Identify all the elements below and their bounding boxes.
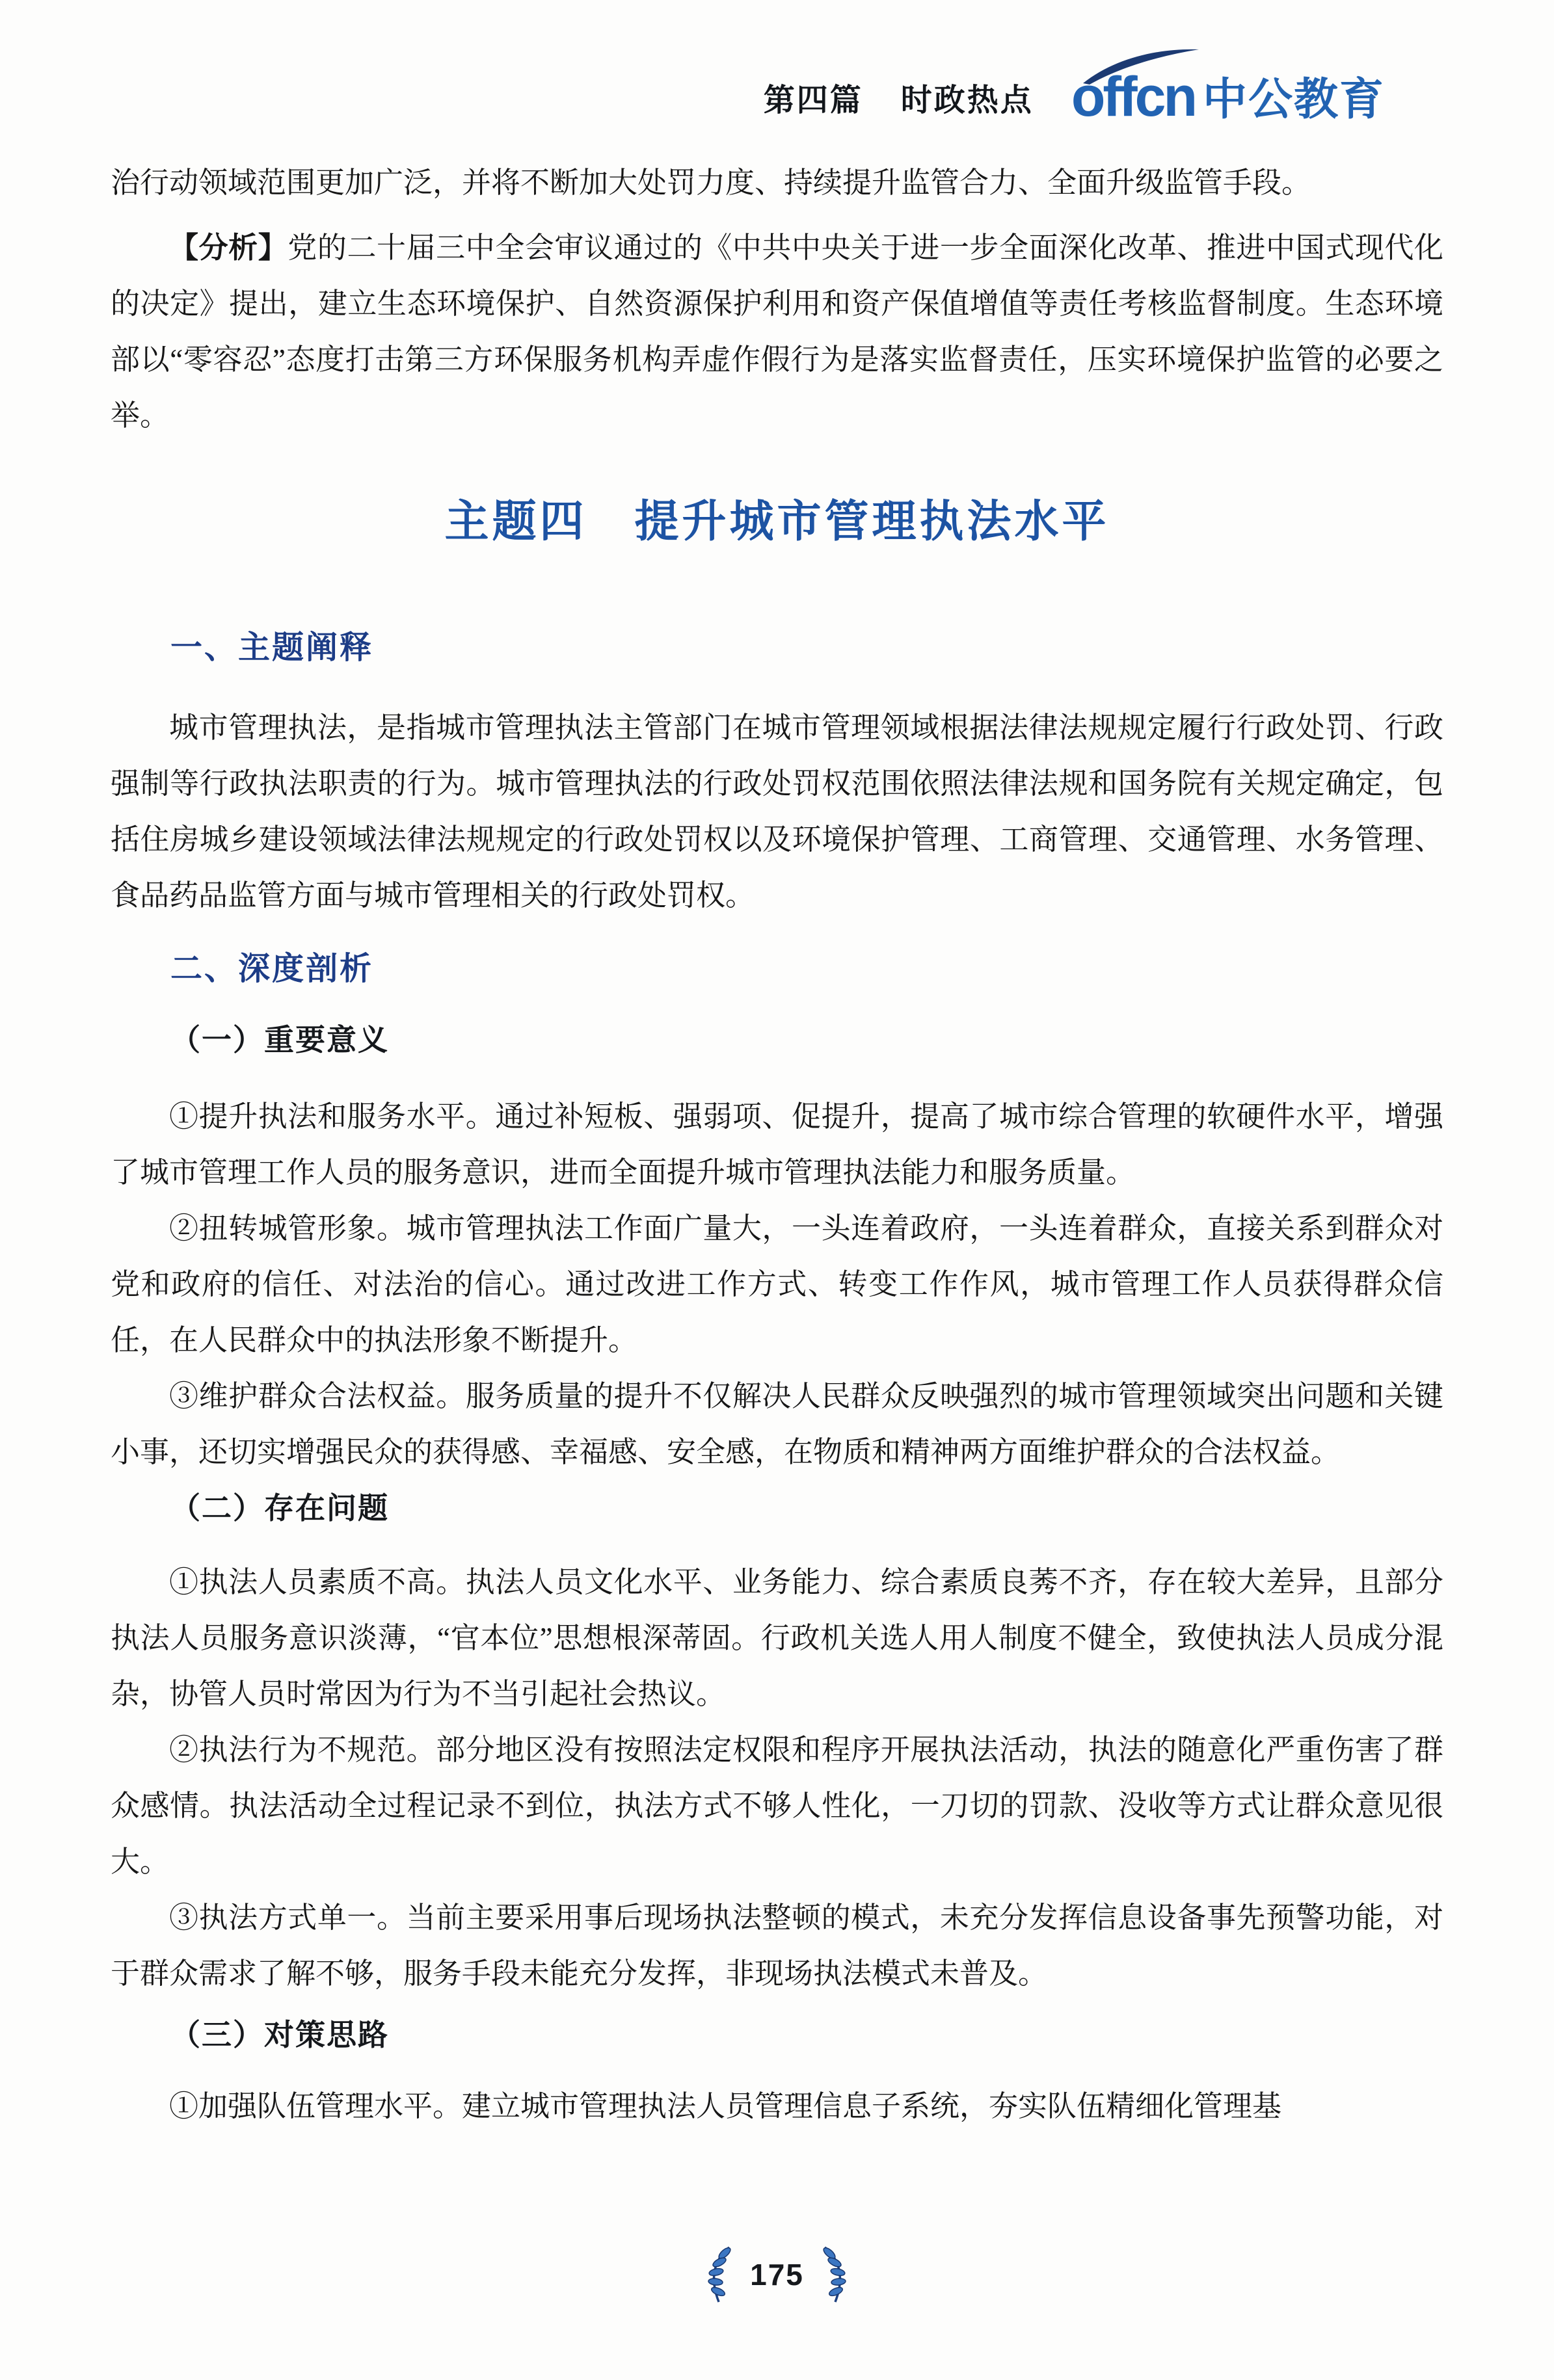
body-paragraph: ③维护群众合法权益。服务质量的提升不仅解决人民群众反映强烈的城市管理领域突出问题和关键小事，还切实增强民众的获得感、幸福感、安全感，在物质和精神两方面维护群众的合法权益。 (111, 1380, 1443, 1468)
body-paragraph: ②扭转城管形象。城市管理执法工作面广量大，一头连着政府，一头连着群众，直接关系到群众对党和政府的信任、对法治的信心。通过改进工作方式、转变工作作风，城市管理工作人员获得群众信任，在人民群众中的执法形象不断提升。 (111, 1212, 1443, 1356)
chapter-title: 主题四 提升城市管理执法水平 (444, 497, 1110, 546)
logo-brand-text: 中公教育 (1202, 75, 1385, 124)
swoosh-icon (1080, 47, 1204, 86)
subsection2-heading: （二）存在问题 (170, 1491, 389, 1525)
continuation-paragraph: 治行动领域范围更加广泛，并将不断加大处罚力度、持续提升监管合力、全面升级监管手段。 (111, 166, 1311, 199)
section1-body: 城市管理执法，是指城市管理执法主管部门在城市管理领域根据法律法规规定履行行政处罚、行政强制等行政执法职责的行为。城市管理执法的行政处罚权范围依照法律法规和国务院有关规定确定，包括住房城乡建设领域法律法规规定的行政处罚权以及环境保护管理、工商管理、交通管理、水务管理、食品药品监管方面与城市管理相关的行政处罚权。 (111, 711, 1443, 912)
analysis-label: 【分析】 (169, 231, 288, 264)
body-paragraph: ①提升执法和服务水平。通过补短板、强弱项、促提升，提高了城市综合管理的软硬件水平，增强了城市管理工作人员的服务意识，进而全面提升城市管理执法能力和服务质量。 (111, 1100, 1443, 1189)
offcn-logo (1071, 66, 1385, 128)
page-header (111, 0, 1443, 128)
subsection1-heading: （一）重要意义 (170, 1023, 389, 1057)
section2-heading: 二、深度剖析 (170, 951, 374, 986)
analysis-paragraph (111, 220, 1443, 443)
page-footer (0, 2245, 1554, 2305)
body-paragraph: ①加强队伍管理水平。建立城市管理执法人员管理信息子系统，夯实队伍精细化管理基 (169, 2090, 1282, 2122)
section1-heading: 一、主题阐释 (170, 630, 374, 665)
page-number: 175 (750, 2258, 804, 2292)
laurel-right-icon (820, 2245, 851, 2305)
analysis-body: 党的二十届三中全会审议通过的《中共中央关于进一步全面深化改革、推进中国式现代化的决定》提出，建立生态环境保护、自然资源保护利用和资产保值增值等责任考核监督制度。生态环境部以“零容忍”态度打击第三方环保服务机构弄虚作假行为是落实监督责任，压实环境保护监管的必要之举。 (111, 231, 1443, 432)
logo-latin-text: offcn (1071, 66, 1195, 128)
body-paragraph: ③执法方式单一。当前主要采用事后现场执法整顿的模式，未充分发挥信息设备事先预警功能，对于群众需求了解不够，服务手段未能充分发挥，非现场执法模式未普及。 (111, 1901, 1443, 1990)
part-label: 第四篇 (763, 83, 863, 118)
header-labels (764, 75, 1034, 120)
laurel-left-icon (703, 2245, 734, 2305)
body-paragraph: ①执法人员素质不高。执法人员文化水平、业务能力、综合素质良莠不齐，存在较大差异，且部分执法人员服务意识淡薄，“官本位”思想根深蒂固。行政机关选人用人制度不健全，致使执法人员成分混杂，协管人员时常因为行为不当引起社会热议。 (111, 1566, 1443, 1710)
subsection3-heading: （三）对策思路 (170, 2018, 389, 2052)
topic-label: 时政热点 (900, 83, 1034, 118)
logo-wordmark (1071, 66, 1195, 128)
body-paragraph: ②执法行为不规范。部分地区没有按照法定权限和程序开展执法活动，执法的随意化严重伤害了群众感情。执法活动全过程记录不到位，执法方式不够人性化，一刀切的罚款、没收等方式让群众意见很大。 (111, 1734, 1443, 1878)
